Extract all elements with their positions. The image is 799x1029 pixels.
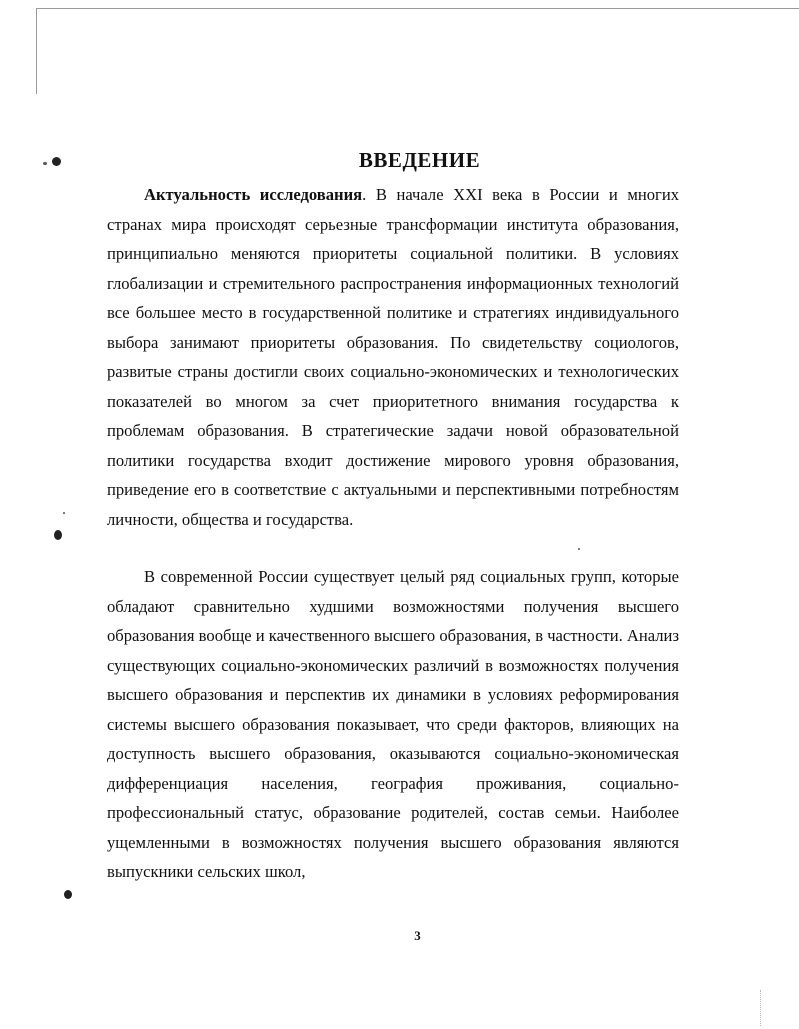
scan-frame-top (36, 8, 799, 9)
paragraph-body: В современной России существует целый ряд социальных групп, которые обладают сравнительно худшими возможностями получения высшего образования вообще и качественного высшего образования, в частности. Анализ существующих социально-экономических различий в возможностях получения высшего образования и перспектив их динамики в условиях реформирования системы высшего образования показывает, что среди факторов, влияющих на доступность высшего образования, оказываются социально-экономическая дифференциация населения, география проживания, социально-профессиональный статус, образование родителей, состав семьи. Наиболее ущемленными в возможностях получения высшего образования являются выпускники сельских школ, (107, 567, 679, 881)
page-title: ВВЕДЕНИЕ (358, 148, 481, 172)
scan-frame-left (36, 8, 37, 94)
page-number: 3 (414, 928, 421, 943)
scan-edge-artifact (760, 990, 762, 1026)
scan-hole-mark (54, 530, 62, 540)
paragraph-lead: Актуальность исследования (144, 185, 363, 204)
scan-speck (578, 548, 580, 550)
scan-speck (63, 512, 65, 514)
paragraph-relevance (107, 180, 679, 534)
paragraph-social-groups (107, 562, 679, 887)
paragraph-body: . В начале XXI века в России и многих странах мира происходят серьезные трансформации института образования, принципиально меняются приоритеты социальной политики. В условиях глобализации и стремительного распространения информационных технологий все большее место в государственной политике и стратегиях индивидуального выбора занимают приоритеты образования. По свидетельству социологов, развитые страны достигли своих социально-экономических и технологических показателей во многом за счет приоритетного внимания государства к проблемам образования. В стратегические задачи новой образовательной политики государства входит достижение мирового уровня образования, приведение его в соответствие с актуальными и перспективными потребностям личности, общества и государства. (107, 185, 680, 529)
scan-hole-mark (64, 890, 72, 899)
